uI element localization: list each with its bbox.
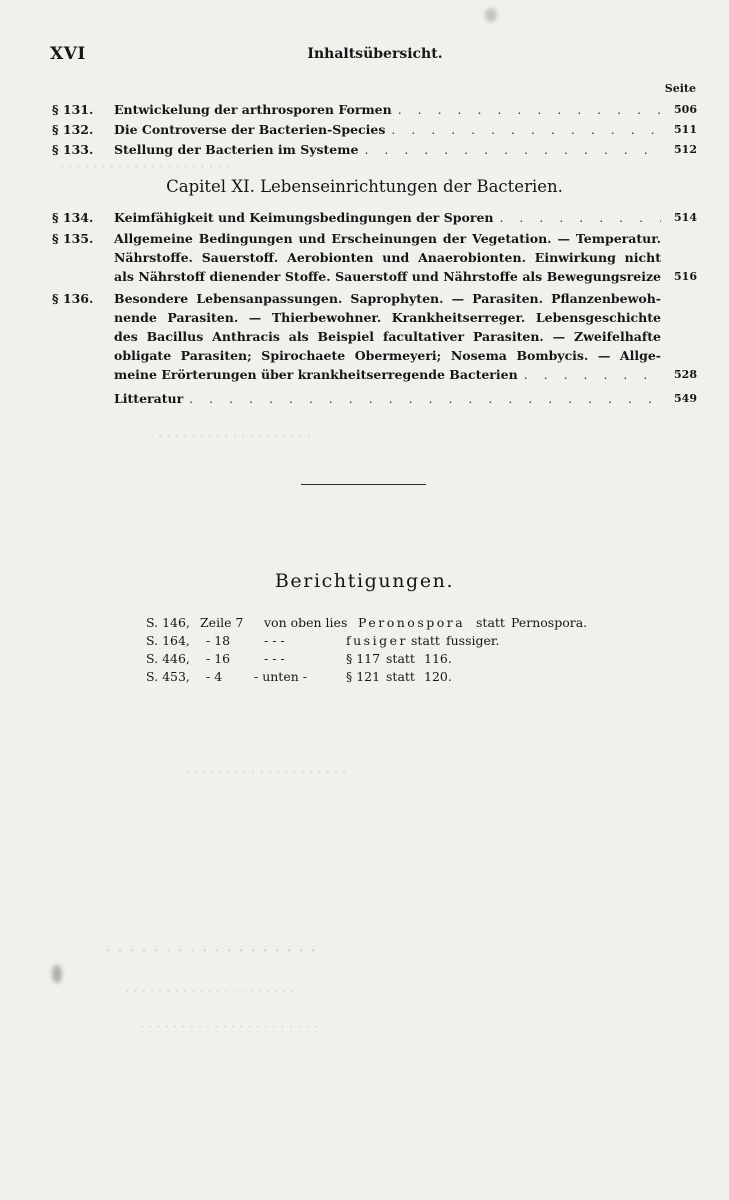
- toc-section-number: § 131.: [52, 102, 94, 117]
- toc-entry: [52, 289, 697, 389]
- errata-statt: statt: [386, 669, 415, 684]
- ink-smudge: [52, 965, 62, 983]
- toc-section-number: § 136.: [52, 291, 94, 306]
- toc-section-number: § 134.: [52, 210, 94, 225]
- toc-entry-title: Entwickelung der arthrosporen Formen: [114, 102, 392, 117]
- errata-statt: statt: [386, 651, 415, 666]
- toc-entry: [52, 229, 697, 289]
- errata-wrong: 116.: [424, 651, 452, 666]
- errata-statt: statt: [476, 615, 505, 630]
- errata-correct: Peronospora: [358, 615, 466, 630]
- errata-wrong: fussiger.: [446, 633, 500, 648]
- toc-entry-text: [114, 389, 661, 408]
- toc-entry-line: des Bacillus Anthracis als Beispiel facultativer Parasiten. — Zweifelhafte: [114, 329, 661, 344]
- leader-dots: [398, 100, 661, 119]
- errata-heading: Berichtigungen.: [274, 570, 455, 592]
- page-column-label: Seite: [664, 82, 696, 95]
- page-number: XVI: [50, 44, 86, 64]
- toc-entry-line: Keimfähigkeit und Keimungsbedingungen der Sporen: [114, 210, 494, 225]
- bleed-through-decoration: · · · · · · · · · · · · · · · · · · · · ·: [125, 985, 295, 1000]
- errata-correct: fusiger: [346, 633, 408, 648]
- toc-entry-line: obligate Parasiten; Spirochaete Obermeyeri; Nosema Bombycis. — Allge-: [114, 348, 661, 363]
- toc-page-number: 511: [674, 123, 697, 136]
- toc-page-number: 516: [674, 270, 697, 283]
- toc-page-number: 549: [674, 392, 697, 405]
- toc-entry-text: [114, 140, 661, 159]
- errata-wrong: Pernospora.: [511, 615, 588, 630]
- errata-position: - - -: [264, 651, 285, 666]
- toc-entry-text: [114, 100, 661, 119]
- errata-line-ref: - 18: [206, 633, 231, 648]
- bleed-through-decoration: · · · · · · · · · · · · · · · · · · · ·: [150, 430, 312, 445]
- toc-entry-title: Die Controverse der Bacterien-Species: [114, 122, 386, 137]
- chapter-heading: Capitel XI. Lebenseinrichtungen der Bacterien.: [166, 177, 563, 196]
- errata-position: von oben lies: [264, 615, 348, 630]
- toc-entry-text: [114, 289, 661, 384]
- toc-entry-line: Besondere Lebensanpassungen. Saprophyten. — Parasiten. Pflanzenbewoh-: [114, 291, 661, 306]
- errata-page-ref: S. 164,: [146, 633, 190, 648]
- toc-entry-line: meine Erörterungen über krankheitserregende Bacterien: [114, 367, 518, 382]
- toc-entry-line: Allgemeine Bedingungen und Erscheinungen der Vegetation. — Temperatur.: [114, 231, 661, 246]
- leader-dots: [364, 140, 661, 159]
- running-head: [50, 44, 700, 68]
- toc-section-number: § 133.: [52, 142, 94, 157]
- leader-dots: [499, 208, 661, 227]
- toc-entry-line: Litteratur: [114, 391, 184, 406]
- errata-position: - unten -: [254, 669, 307, 684]
- leader-dots: [524, 365, 661, 384]
- toc-entry-text: [114, 120, 661, 139]
- toc-entry-text: [114, 208, 661, 227]
- errata-correct: § 117: [346, 651, 381, 666]
- bleed-through-decoration: · · · · · · · · · · · · · · · · · ·: [105, 940, 317, 962]
- toc-section-number: § 135.: [52, 231, 94, 246]
- errata-statt: statt: [411, 633, 440, 648]
- errata-page-ref: S. 146,: [146, 615, 190, 630]
- errata-line-ref: - 16: [206, 651, 231, 666]
- errata-correct: § 121: [346, 669, 381, 684]
- errata-line-ref: - 4: [206, 669, 223, 684]
- bleed-through-decoration: · · · · · · · · · · · · · · · · · · · · · ·: [140, 1020, 318, 1035]
- ink-smudge: [485, 8, 497, 22]
- errata-page-ref: S. 453,: [146, 669, 190, 684]
- toc-page-number: 514: [674, 211, 697, 224]
- toc-page-number: 528: [674, 368, 697, 381]
- errata-wrong: 120.: [424, 669, 452, 684]
- toc-entry-line: Nährstoffe. Sauerstoff. Aerobionten und Anaerobionten. Einwirkung nicht: [114, 250, 661, 265]
- leader-dots: [391, 120, 661, 139]
- bleed-through-decoration: · · · · · · · · · · · · · · · · · · · ·: [185, 765, 347, 780]
- toc-entry-text: [114, 229, 661, 286]
- errata-line-ref: Zeile 7: [200, 615, 244, 630]
- toc-section-number: § 132.: [52, 122, 94, 137]
- bleed-through-decoration: · · · · · · · · · · · · · · · · · · · · ·: [60, 160, 230, 175]
- section-divider: [301, 484, 426, 485]
- leader-dots: [189, 389, 661, 408]
- toc-entry-line: als Nährstoff dienender Stoffe. Sauerstoff und Nährstoffe als Bewegungsreize: [114, 269, 661, 284]
- errata-page-ref: S. 446,: [146, 651, 190, 666]
- running-title: Inhaltsübersicht.: [307, 46, 443, 62]
- toc-entry-title: Stellung der Bacterien im Systeme: [114, 142, 359, 157]
- errata-position: - - -: [264, 633, 285, 648]
- toc-page-number: 506: [674, 103, 697, 116]
- toc-entry-line: nende Parasiten. — Thierbewohner. Krankheitserreger. Lebensgeschichte: [114, 310, 661, 325]
- toc-page-number: 512: [674, 143, 697, 156]
